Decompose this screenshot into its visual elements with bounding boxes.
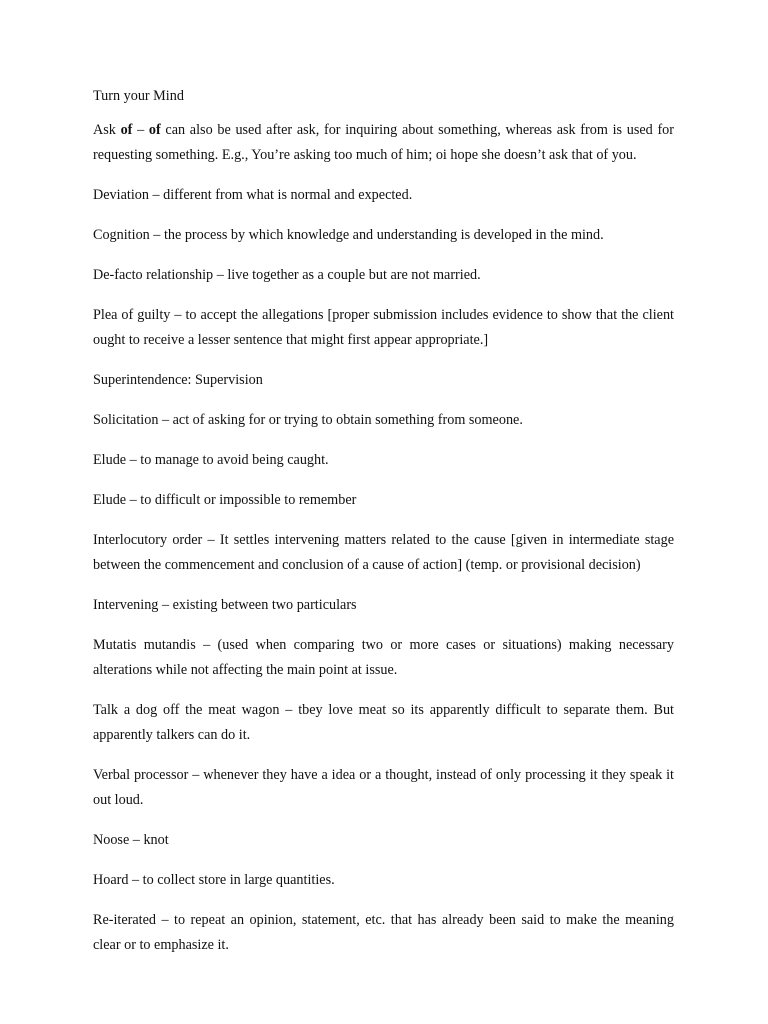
document-title: Turn your Mind [93,88,184,104]
entry-intervening: Intervening – existing between two particulars [93,597,357,613]
entry-deviation: Deviation – different from what is normal and expected. [93,187,413,203]
entry-noose: Noose – knot [93,832,169,848]
entry-separator: – [132,122,149,138]
entry-interlocutory-order: Interlocutory order – It settles intervening matters related to the cause [given in intermediate stage between the commencement and conclusion of a cause of action] (temp. or provisional decision) [93,532,674,573]
entry-superintendence: Superintendence: Supervision [93,372,263,388]
entry-solicitation: Solicitation – act of asking for or trying to obtain something from someone. [93,412,523,428]
entry-verbal-processor: Verbal processor – whenever they have a idea or a thought, instead of only processing it they speak it out loud. [93,767,674,808]
entry-mutatis-mutandis: Mutatis mutandis – (used when comparing two or more cases or situations) making necessary alterations while not affecting the main point at issue. [93,637,674,678]
entry-hoard: Hoard – to collect store in large quantities. [93,872,335,888]
entry-elude-caught: Elude – to manage to avoid being caught. [93,452,329,468]
entry-elude-remember: Elude – to difficult or impossible to remember [93,492,357,508]
entry-definition: can also be used after ask, for inquiring about something, whereas ask from is used for requesting something. E.g., You’re asking too much of him; oi hope she doesn’t ask that of you. [93,122,674,163]
entry-de-facto-relationship: De-facto relationship – live together as a couple but are not married. [93,267,481,283]
entry-ask-of [93,118,674,168]
entry-bold-term: of [120,122,133,138]
entry-talk-a-dog: Talk a dog off the meat wagon – tbey love meat so its apparently difficult to separate them. But apparently talkers can do it. [93,702,674,743]
entry-re-iterated: Re-iterated – to repeat an opinion, statement, etc. that has already been said to make the meaning clear or to emphasize it. [93,912,674,953]
entry-cognition: Cognition – the process by which knowledge and understanding is developed in the mind. [93,227,604,243]
entry-bold-term: of [148,122,161,138]
entry-lead: Ask [93,122,121,138]
entry-plea-of-guilty: Plea of guilty – to accept the allegations [proper submission includes evidence to show that the client ought to receive a lesser sentence that might first appear appropriate.] [93,307,674,348]
document-page [93,86,674,958]
